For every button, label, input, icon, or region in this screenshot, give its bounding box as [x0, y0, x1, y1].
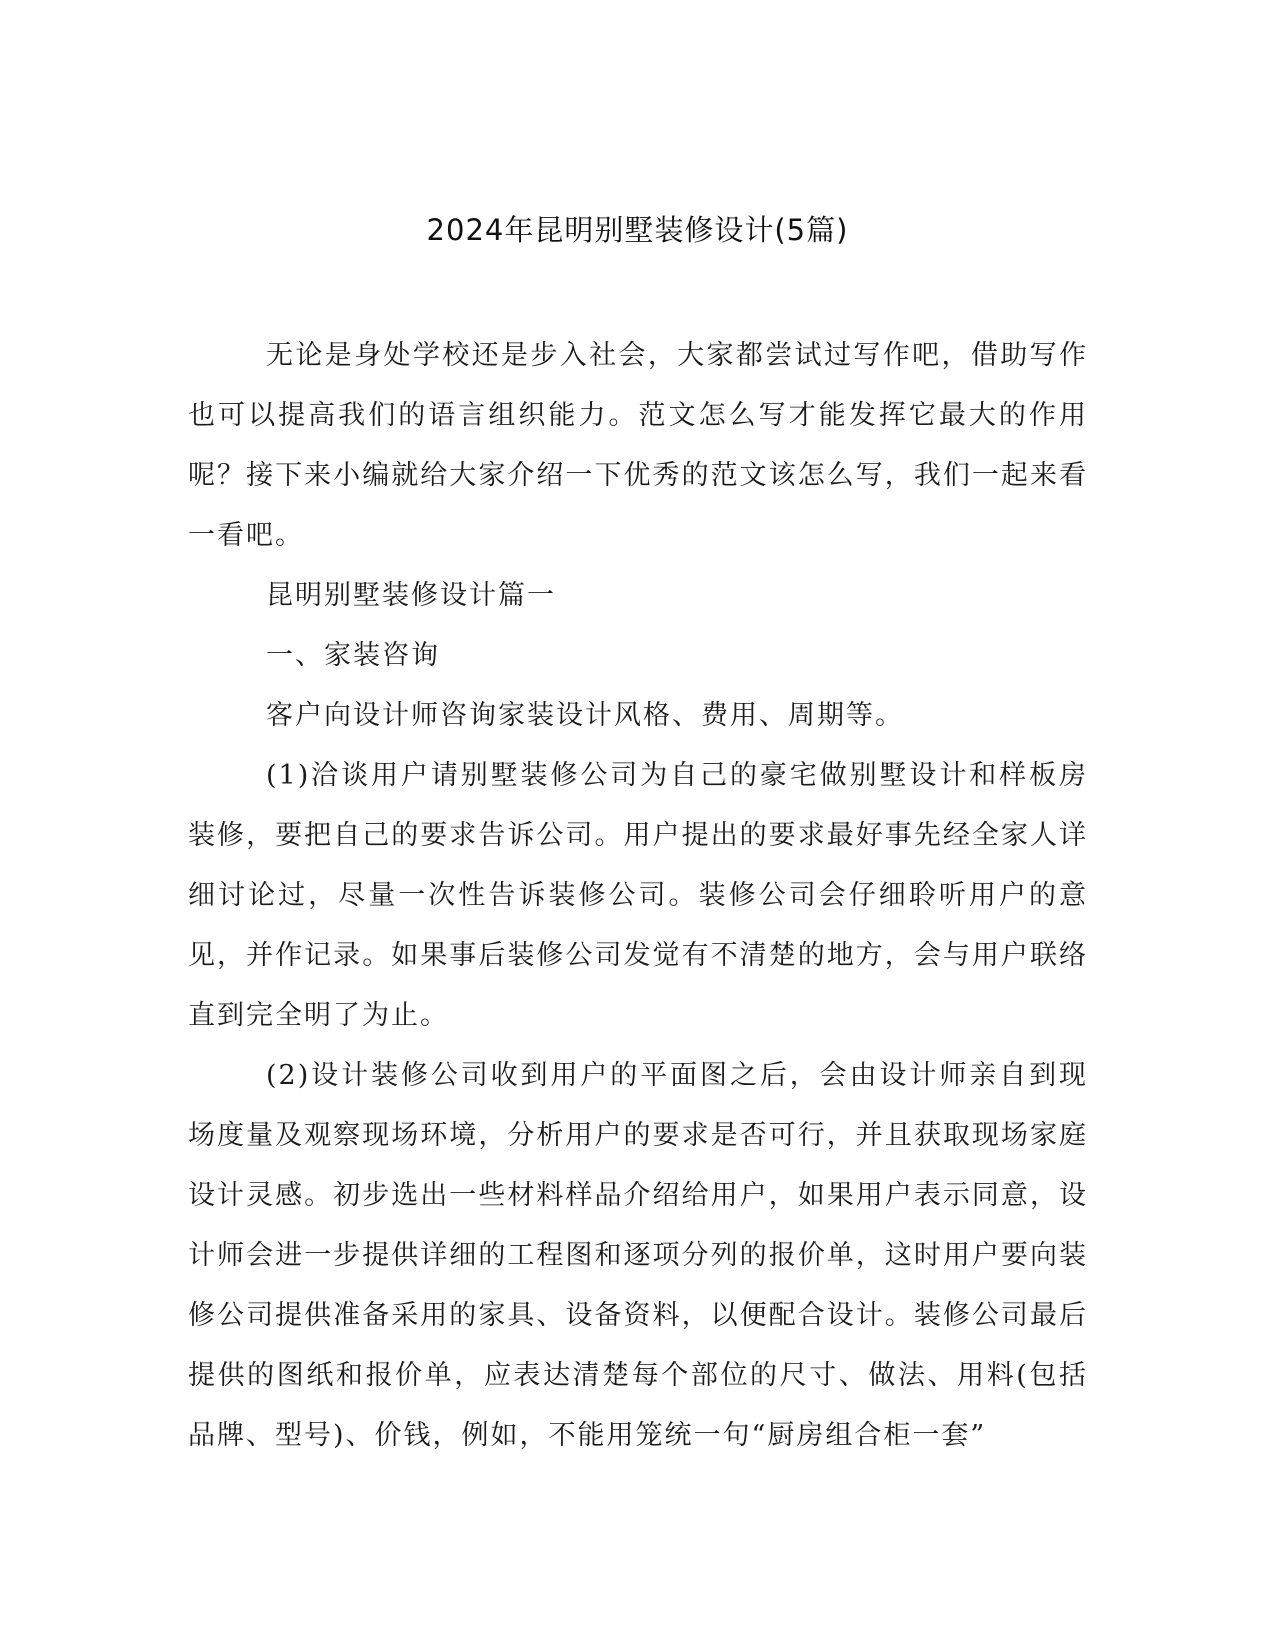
body-paragraph: (1)洽谈用户请别墅装修公司为自己的豪宅做别墅设计和样板房装修，要把自己的要求告诉公司。用户提出的要求最好事先经全家人详细讨论过，尽量一次性告诉装修公司。装修公司会仔细聆听用户的意见，并作记录。如果事后装修公司发觉有不清楚的地方，会与用户联络直到完全明了为止。 [188, 760, 1088, 1031]
body-paragraph: (2)设计装修公司收到用户的平面图之后，会由设计师亲自到现场度量及观察现场环境，分析用户的要求是否可行，并且获取现场家庭设计灵感。初步选出一些材料样品介绍给用户，如果用户表示同意，设计师会进一步提供详细的工程图和逐项分列的报价单，这时用户要向装修公司提供准备采用的家具、设备资料，以便配合设计。装修公司最后提供的图纸和报价单，应表达清楚每个部位的尺寸、做法、用料(包括品牌、型号)、价钱，例如，不能用笼统一句“厨房组合柜一套” [188, 1060, 1088, 1451]
document-body [188, 326, 1088, 1466]
subsection-heading: 一、家装咨询 [266, 640, 440, 671]
document-title: 2024年昆明别墅装修设计(5篇) [426, 213, 849, 247]
body-paragraph: 客户向设计师咨询家装设计风格、费用、周期等。 [266, 700, 904, 731]
intro-paragraph: 无论是身处学校还是步入社会，大家都尝试过写作吧，借助写作也可以提高我们的语言组织能力。范文怎么写才能发挥它最大的作用呢？接下来小编就给大家介绍一下优秀的范文该怎么写，我们一起来看一看吧。 [188, 340, 1088, 551]
section-heading: 昆明别墅装修设计篇一 [266, 580, 556, 611]
